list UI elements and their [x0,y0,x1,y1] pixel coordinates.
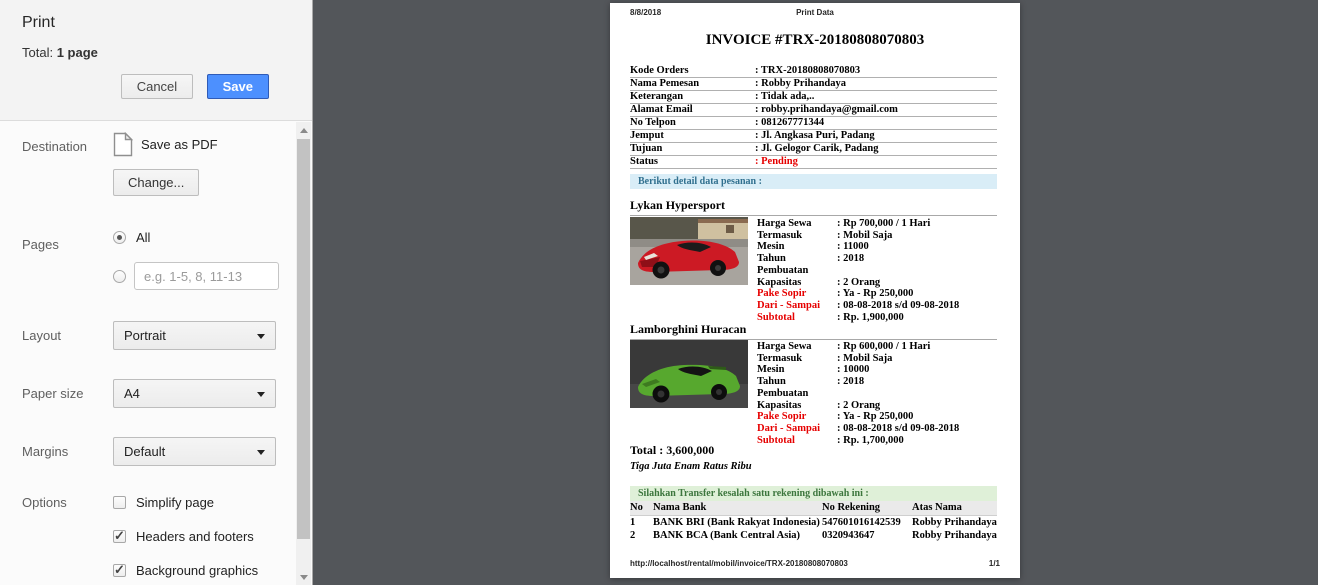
spec-row [757,300,997,312]
detail-value: : 081267771344 [755,117,825,128]
settings-scrollbar[interactable] [296,122,311,585]
option-label: Background graphics [136,563,259,578]
option-label: Headers and footers [136,529,254,544]
print-preview-page [610,3,1020,578]
spec-value: : Rp. 1,700,000 [837,434,904,446]
paper-size-select[interactable] [113,379,276,408]
spec-row [757,218,997,230]
scrollbar-thumb[interactable] [297,139,310,539]
checkbox[interactable] [113,530,126,543]
spec-value: : Ya - Rp 250,000 [837,288,914,300]
chevron-down-icon [257,334,265,339]
bank-row [630,516,997,530]
scroll-up-button[interactable] [296,122,311,138]
triangle-up-icon [300,128,308,133]
invoice-total-words: Tiga Juta Enam Ratus Ribu [630,461,752,472]
detail-value: : TRX-20180808070803 [755,65,861,76]
col-holder: Atas Nama [912,502,962,513]
detail-label: Status [630,156,659,167]
bank-table-rows [630,516,997,543]
scroll-down-button[interactable] [296,569,311,585]
margins-value: Default [124,444,166,459]
pages-setting [0,230,295,290]
detail-label: Keterangan [630,91,684,102]
option-label: Simplify page [136,495,215,510]
chevron-down-icon [257,392,265,397]
spec-row [757,376,997,399]
layout-setting [0,321,295,350]
car-name: Lamborghini Huracan [630,322,997,340]
pages-range-input[interactable] [134,262,279,290]
spec-value: : Rp. 1,900,000 [837,311,904,323]
detail-row [630,78,997,91]
triangle-down-icon [300,575,308,580]
page-header [630,8,1000,18]
bank-row-name: BANK BCA (Bank Central Asia) [653,530,801,541]
layout-label: Layout [22,328,62,343]
detail-value: : robby.prihandaya@gmail.com [755,104,898,115]
cancel-button[interactable]: Cancel [121,74,193,99]
spec-value: : 2018 [837,376,865,388]
footer-page-number: 1/1 [988,559,1000,568]
spec-label: Kapasitas [757,399,802,411]
dialog-title: Print [22,14,55,31]
checkbox[interactable] [113,564,126,577]
layout-value: Portrait [124,328,166,343]
spec-row [757,253,997,276]
col-bank: Nama Bank [653,502,707,513]
options-label: Options [22,495,67,510]
bank-row-account: 0320943647 [822,530,875,541]
print-settings [0,122,295,585]
spec-value: : Mobil Saja [837,352,893,364]
header-date: 8/8/2018 [630,8,662,17]
paper-size-setting [0,379,295,408]
info-banner: Berikut detail data pesanan : [630,174,997,189]
bank-row [630,529,997,543]
spec-row [757,341,997,353]
col-account: No Rekening [822,502,881,513]
spec-label: Harga Sewa [757,341,812,352]
pages-all-radio[interactable] [113,231,126,244]
detail-row [630,104,997,117]
bank-row-account: 547601016142539 [822,516,901,528]
layout-select[interactable] [113,321,276,350]
detail-row [630,117,997,130]
bank-row-no: 1 [630,516,636,528]
spec-row [757,411,997,423]
bank-row-no: 2 [630,530,636,541]
spec-label: Tahun Pembuatan [757,376,809,399]
spec-label: Subtotal [757,434,795,446]
spec-row [757,230,997,242]
spec-label: Harga Sewa [757,218,812,229]
spec-row [757,277,997,289]
spec-label: Mesin [757,241,785,253]
chevron-down-icon [257,450,265,455]
spec-value: : 2 Orang [837,276,881,288]
spec-value: : 08-08-2018 s/d 09-08-2018 [837,422,960,434]
paper-size-value: A4 [124,386,140,401]
detail-label: Kode Orders [630,65,689,76]
spec-value: : 2 Orang [837,399,881,411]
detail-row [630,143,997,156]
detail-row [630,130,997,143]
spec-label: Mesin [757,364,785,376]
spec-label: Dari - Sampai [757,422,820,434]
option-row [113,529,295,544]
footer-url: http://localhost/rental/mobil/invoice/TRX-20180808070803 [630,559,848,568]
total-pages [22,45,290,60]
save-button[interactable]: Save [207,74,269,99]
spec-row [757,423,997,435]
detail-row [630,156,997,169]
spec-value: : 2018 [837,253,865,265]
bank-table [630,501,997,543]
spec-row [757,241,997,253]
spec-row [757,353,997,365]
invoice-total: Total : 3,600,000 [630,443,715,457]
spec-label: Termasuk [757,229,803,241]
preview-backdrop [313,0,1318,585]
paper-size-label: Paper size [22,386,84,401]
print-dialog-panel [0,0,313,585]
spec-row [757,364,997,376]
invoice-details [630,65,997,169]
margins-setting [0,437,295,466]
destination-label: Destination [22,139,88,154]
detail-label: No Telpon [630,117,676,128]
spec-value: : Rp 700,000 / 1 Hari [837,218,931,229]
pages-all-label: All [136,230,151,245]
detail-value: : Jl. Gelogor Carik, Padang [755,143,879,154]
detail-value: : Jl. Angkasa Puri, Padang [755,130,875,141]
spec-label: Pake Sopir [757,411,807,423]
invoice-title: INVOICE #TRX-20180808070803 [705,32,925,48]
car-photo-red [630,217,748,285]
detail-row [630,91,997,104]
car-spec-list [757,340,997,446]
car-section [630,217,997,323]
change-destination-button[interactable]: Change... [113,169,199,196]
spec-value: : 08-08-2018 s/d 09-08-2018 [837,299,960,311]
spec-value: : Ya - Rp 250,000 [837,411,914,423]
total-label: Total: [22,45,54,60]
bank-row-holder: Robby Prihandaya [912,516,997,528]
spec-label: Dari - Sampai [757,299,820,311]
bank-table-header [630,501,997,516]
car-section [630,340,997,446]
spec-label: Pake Sopir [757,288,807,300]
spec-label: Kapasitas [757,276,802,288]
spec-value: : 10000 [837,364,870,376]
print-dialog-header [0,0,312,121]
pages-range-radio[interactable] [113,270,126,283]
spec-label: Subtotal [757,311,795,323]
car-spec-list [757,217,997,323]
detail-label: Nama Pemesan [630,78,700,89]
transfer-banner: Silahkan Transfer kesalah satu rekening dibawah ini : [630,486,997,501]
detail-value: : Pending [755,156,798,167]
col-no: No [630,502,643,513]
detail-value: : Robby Prihandaya [755,78,847,89]
car-name: Lykan Hypersport [630,198,997,216]
options-list [113,495,295,585]
detail-label: Alamat Email [630,104,693,115]
pages-label: Pages [22,237,59,252]
detail-label: Tujuan [630,143,663,154]
spec-value: : 11000 [837,241,869,253]
car-photo-green [630,340,748,408]
option-row [113,495,295,510]
bank-row-name: BANK BRI (Bank Rakyat Indonesia) [653,516,820,528]
page-footer [630,559,1000,569]
detail-row [630,65,997,78]
spec-value: : Rp 600,000 / 1 Hari [837,341,931,352]
options-setting [0,495,295,585]
pdf-page-icon [113,132,133,157]
bank-row-holder: Robby Prihandaya [912,530,997,541]
margins-label: Margins [22,444,69,459]
header-doc-title: Print Data [796,8,834,17]
spec-value: : Mobil Saja [837,229,893,241]
detail-value: : Tidak ada,.. [755,91,815,102]
margins-select[interactable] [113,437,276,466]
checkbox[interactable] [113,496,126,509]
detail-label: Jemput [630,130,664,141]
selected-printer: Save as PDF [141,137,218,152]
spec-label: Tahun Pembuatan [757,253,809,276]
total-value: 1 page [56,45,98,60]
option-row [113,563,295,578]
spec-label: Termasuk [757,352,803,364]
spec-row [757,288,997,300]
spec-row [757,400,997,412]
destination-setting [0,132,295,196]
